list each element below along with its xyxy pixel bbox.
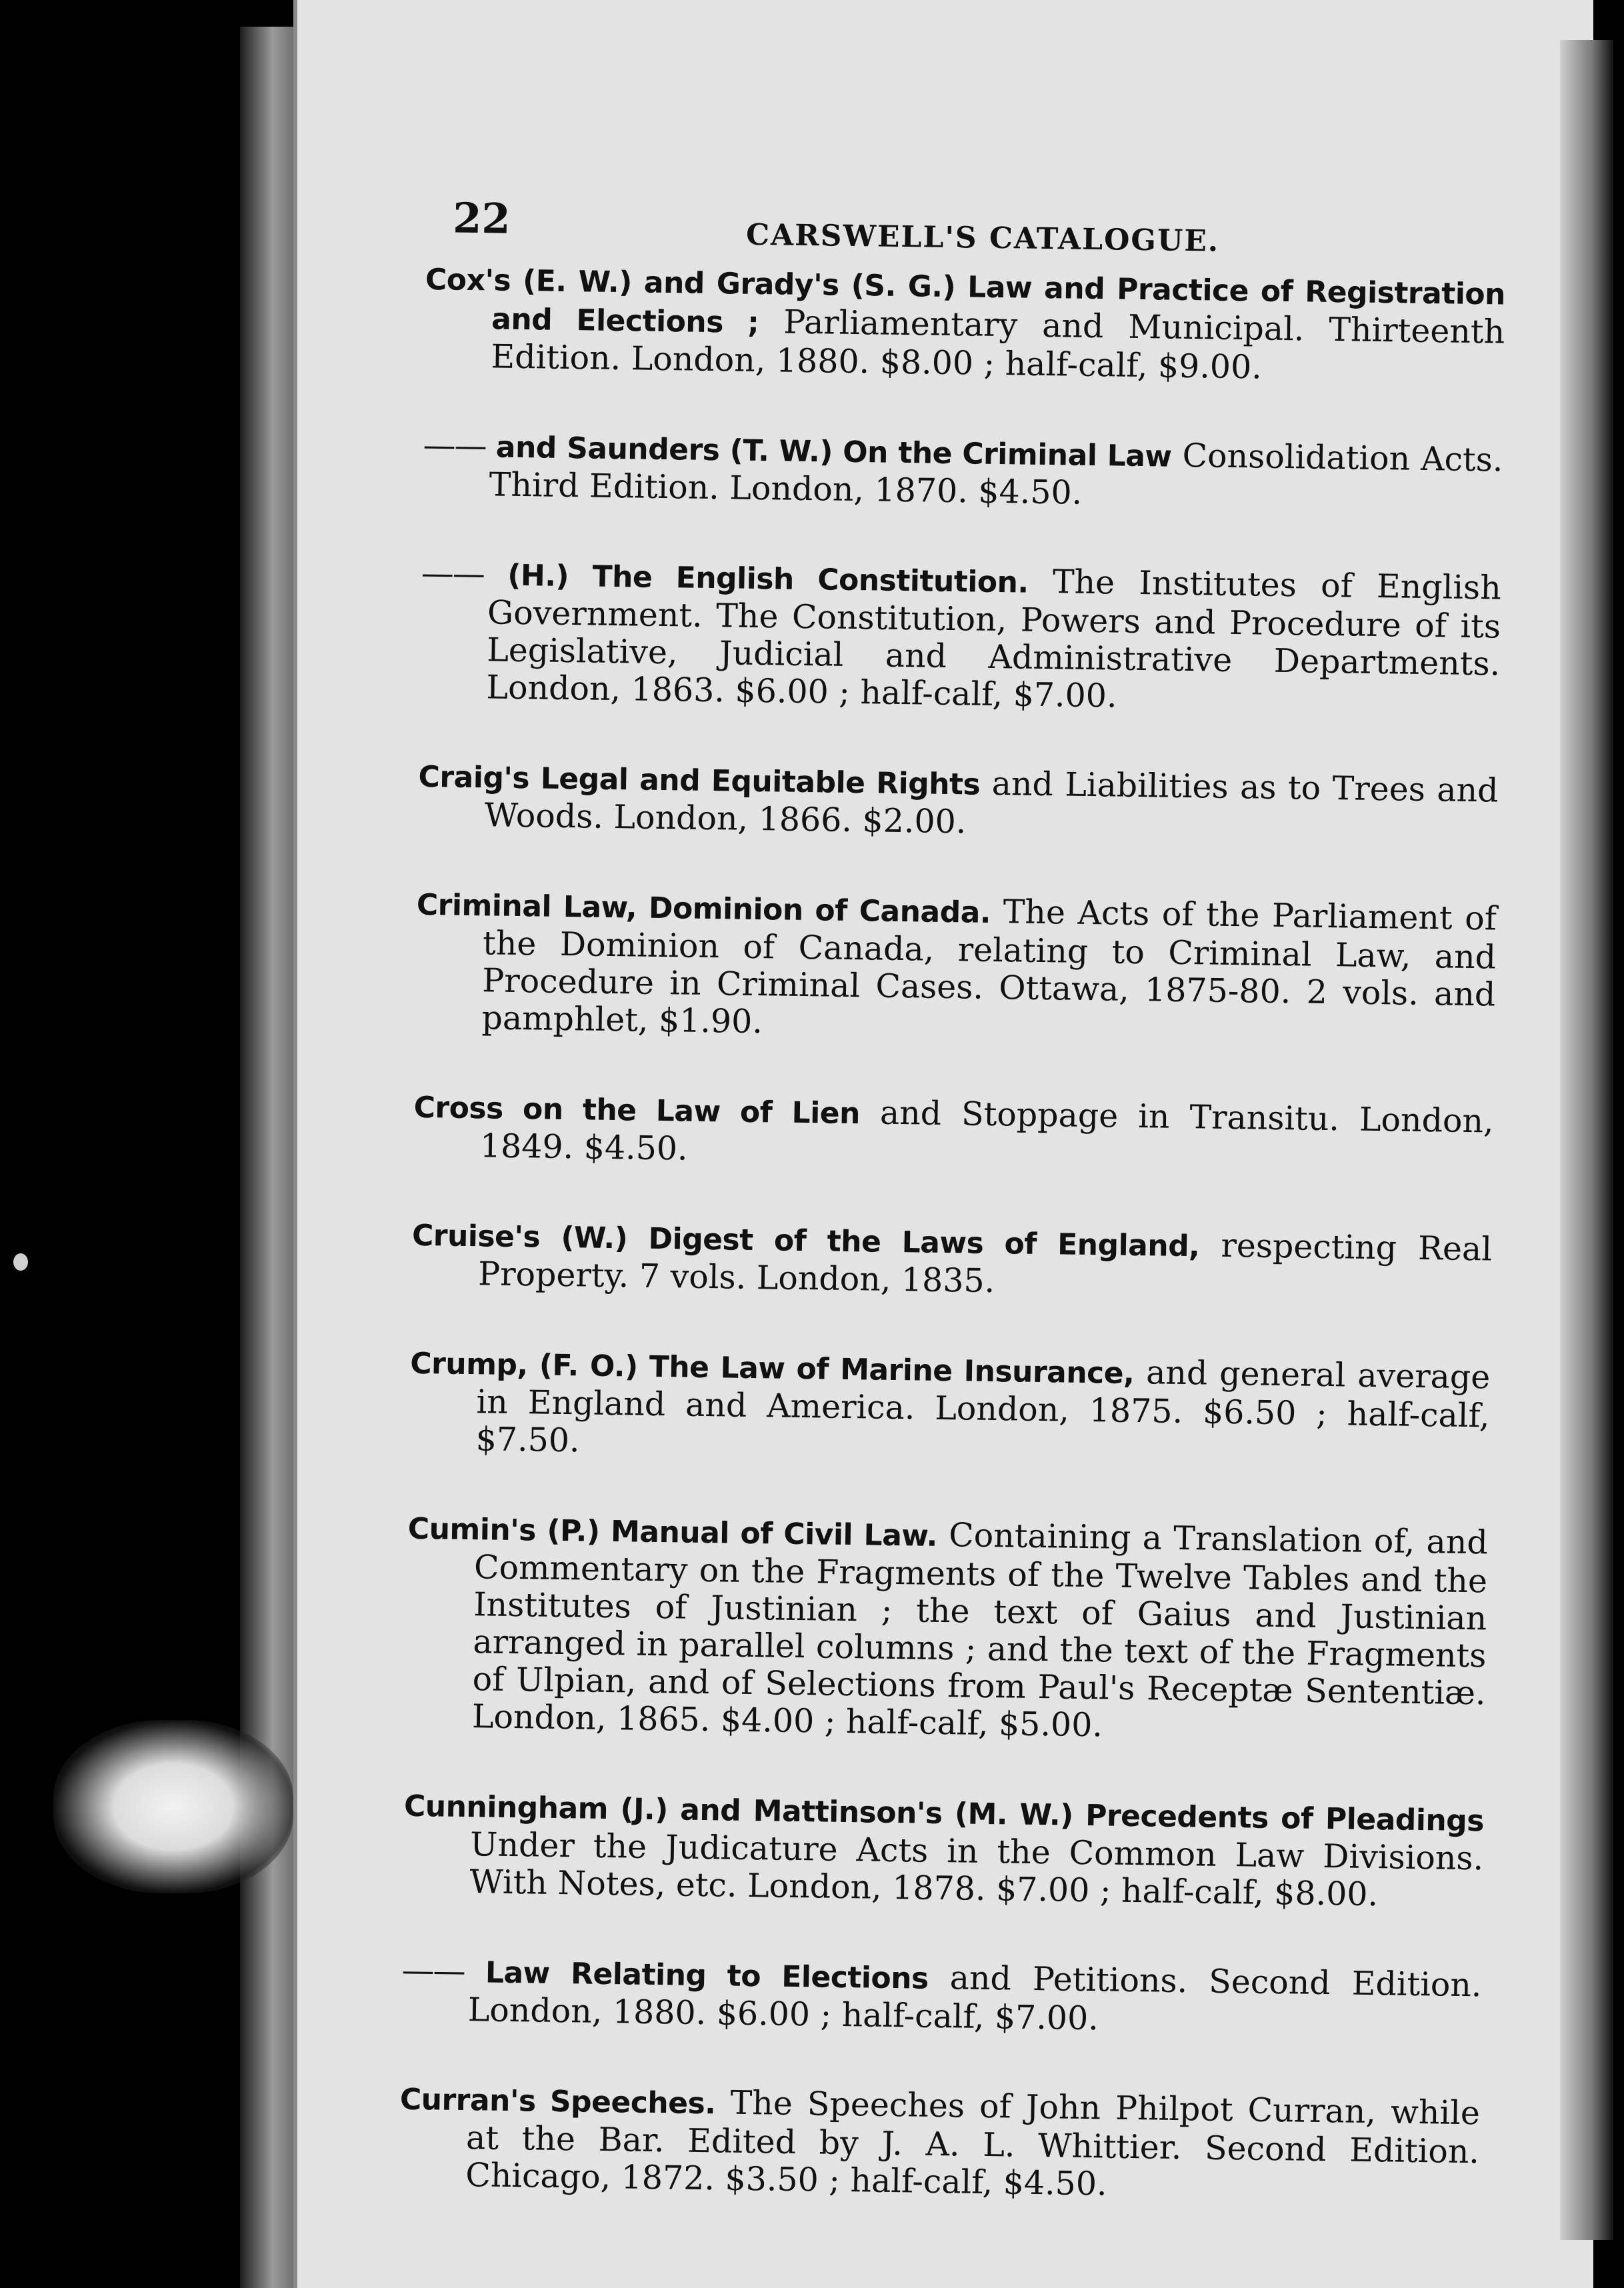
running-title: CARSWELL'S CATALOGUE. — [745, 217, 1220, 259]
entry-text: The Institutes of English Government. The Constitution, Powers and Procedure of its Legislative, Judicial and Administrative Departments. London, 1863. $6.00 ; half-calf, $7.00. — [486, 562, 1502, 715]
page-gutter-shadow — [1560, 40, 1613, 2240]
entry-dash: —— — [421, 553, 485, 593]
entry-text: Consolidation Acts. Third Edition. London, 1870. $4.50. — [489, 436, 1503, 512]
catalogue-entry — [403, 1787, 1484, 1915]
entry-heading: Cox's (E. W.) and Grady's (S. G.) Law and Practice of Registration and Elections ; — [425, 262, 1506, 340]
page-number: 22 — [452, 193, 511, 243]
catalogue-entry — [417, 757, 1498, 849]
catalogue-entry — [422, 427, 1503, 518]
catalogue-entry — [411, 1216, 1492, 1307]
entry-heading: Cruise's (W.) Digest of the Laws of England, — [411, 1218, 1200, 1264]
entry-text: The Acts of the Parliament of the Dominion of Canada, relating to Criminal Law, and Procedure in Criminal Cases. Ottawa, 1875-80. 2 vols. and pamphlet, $1.90. — [481, 892, 1497, 1041]
catalogue-entry — [424, 260, 1505, 390]
entry-heading: (H.) The English Constitution. — [483, 558, 1029, 600]
catalogue-entry — [409, 1344, 1490, 1473]
catalogue-entry — [405, 1509, 1489, 1750]
speck-mark — [13, 1253, 28, 1271]
catalogue-entry — [401, 1952, 1481, 2043]
entry-heading: Cunningham (J.) and Mattinson's (M. W.) Precedents of Pleadings — [403, 1789, 1485, 1839]
entry-text: The Speeches of John Philpot Curran, while at the Bar. Edited by J. A. L. Whittier. Second Edition. Chicago, 1872. $3.50 ; half-calf, $4.50. — [465, 2083, 1481, 2203]
entry-text: and Liabilities as to Trees and Woods. London, 1866. $2.00. — [484, 764, 1499, 841]
entry-heading: Crump, (F. O.) The Law of Marine Insurance, — [409, 1346, 1135, 1391]
entry-dash: —— — [401, 1951, 465, 1991]
entry-heading: and Saunders (T. W.) On the Criminal Law — [485, 430, 1172, 474]
catalogue-entry — [399, 2080, 1480, 2209]
entry-text: Parliamentary and Municipal. Thirteenth Edition. London, 1880. $8.00 ; half-calf, $9.00. — [491, 302, 1505, 387]
entry-text: Under the Judicature Acts in the Common Law Divisions. With Notes, etc. London, 1878. $7.00 ; half-calf, $8.00. — [469, 1825, 1484, 1914]
entry-dash: —— — [423, 425, 486, 465]
entry-heading: Cumin's (P.) Manual of Civil Law. — [407, 1511, 938, 1553]
entry-text: and general average in England and America. London, 1875. $6.50 ; half-calf, $7.50. — [475, 1353, 1491, 1460]
entry-heading: Craig's Legal and Equitable Rights — [418, 759, 981, 802]
entry-text: and Petitions. Second Edition. London, 1880. $6.00 ; half-calf, $7.00. — [467, 1958, 1482, 2038]
catalogue-entry — [419, 555, 1501, 721]
catalogue-entry — [415, 885, 1497, 1051]
catalogue-entry — [413, 1088, 1494, 1179]
entry-heading: Cross on the Law of Lien — [413, 1090, 861, 1131]
entry-heading: Criminal Law, Dominion of Canada. — [416, 887, 991, 930]
page-content — [398, 187, 1507, 2260]
entry-text: Containing a Translation of, and Commentary on the Fragments of the Twelve Tables and the Institutes of Justinian ; the text of Gaius and Justinian arranged in parallel columns ; and the text of the Fragments of Ulpian, and of Selections from Paul's Receptæ Sententiæ. London, 1865. $4.00 ; half-calf, $5.00. — [471, 1515, 1489, 1745]
paper-damage-stain — [53, 1720, 293, 1893]
entry-text: and Stoppage in Transitu. London, 1849. $4.50. — [479, 1093, 1494, 1168]
entry-heading: Law Relating to Elections — [464, 1955, 929, 1996]
entry-heading: Curran's Speeches. — [399, 2082, 716, 2121]
page-header — [425, 187, 1506, 275]
entry-text: respecting Real Property. 7 vols. London, 1835. — [477, 1226, 1493, 1301]
